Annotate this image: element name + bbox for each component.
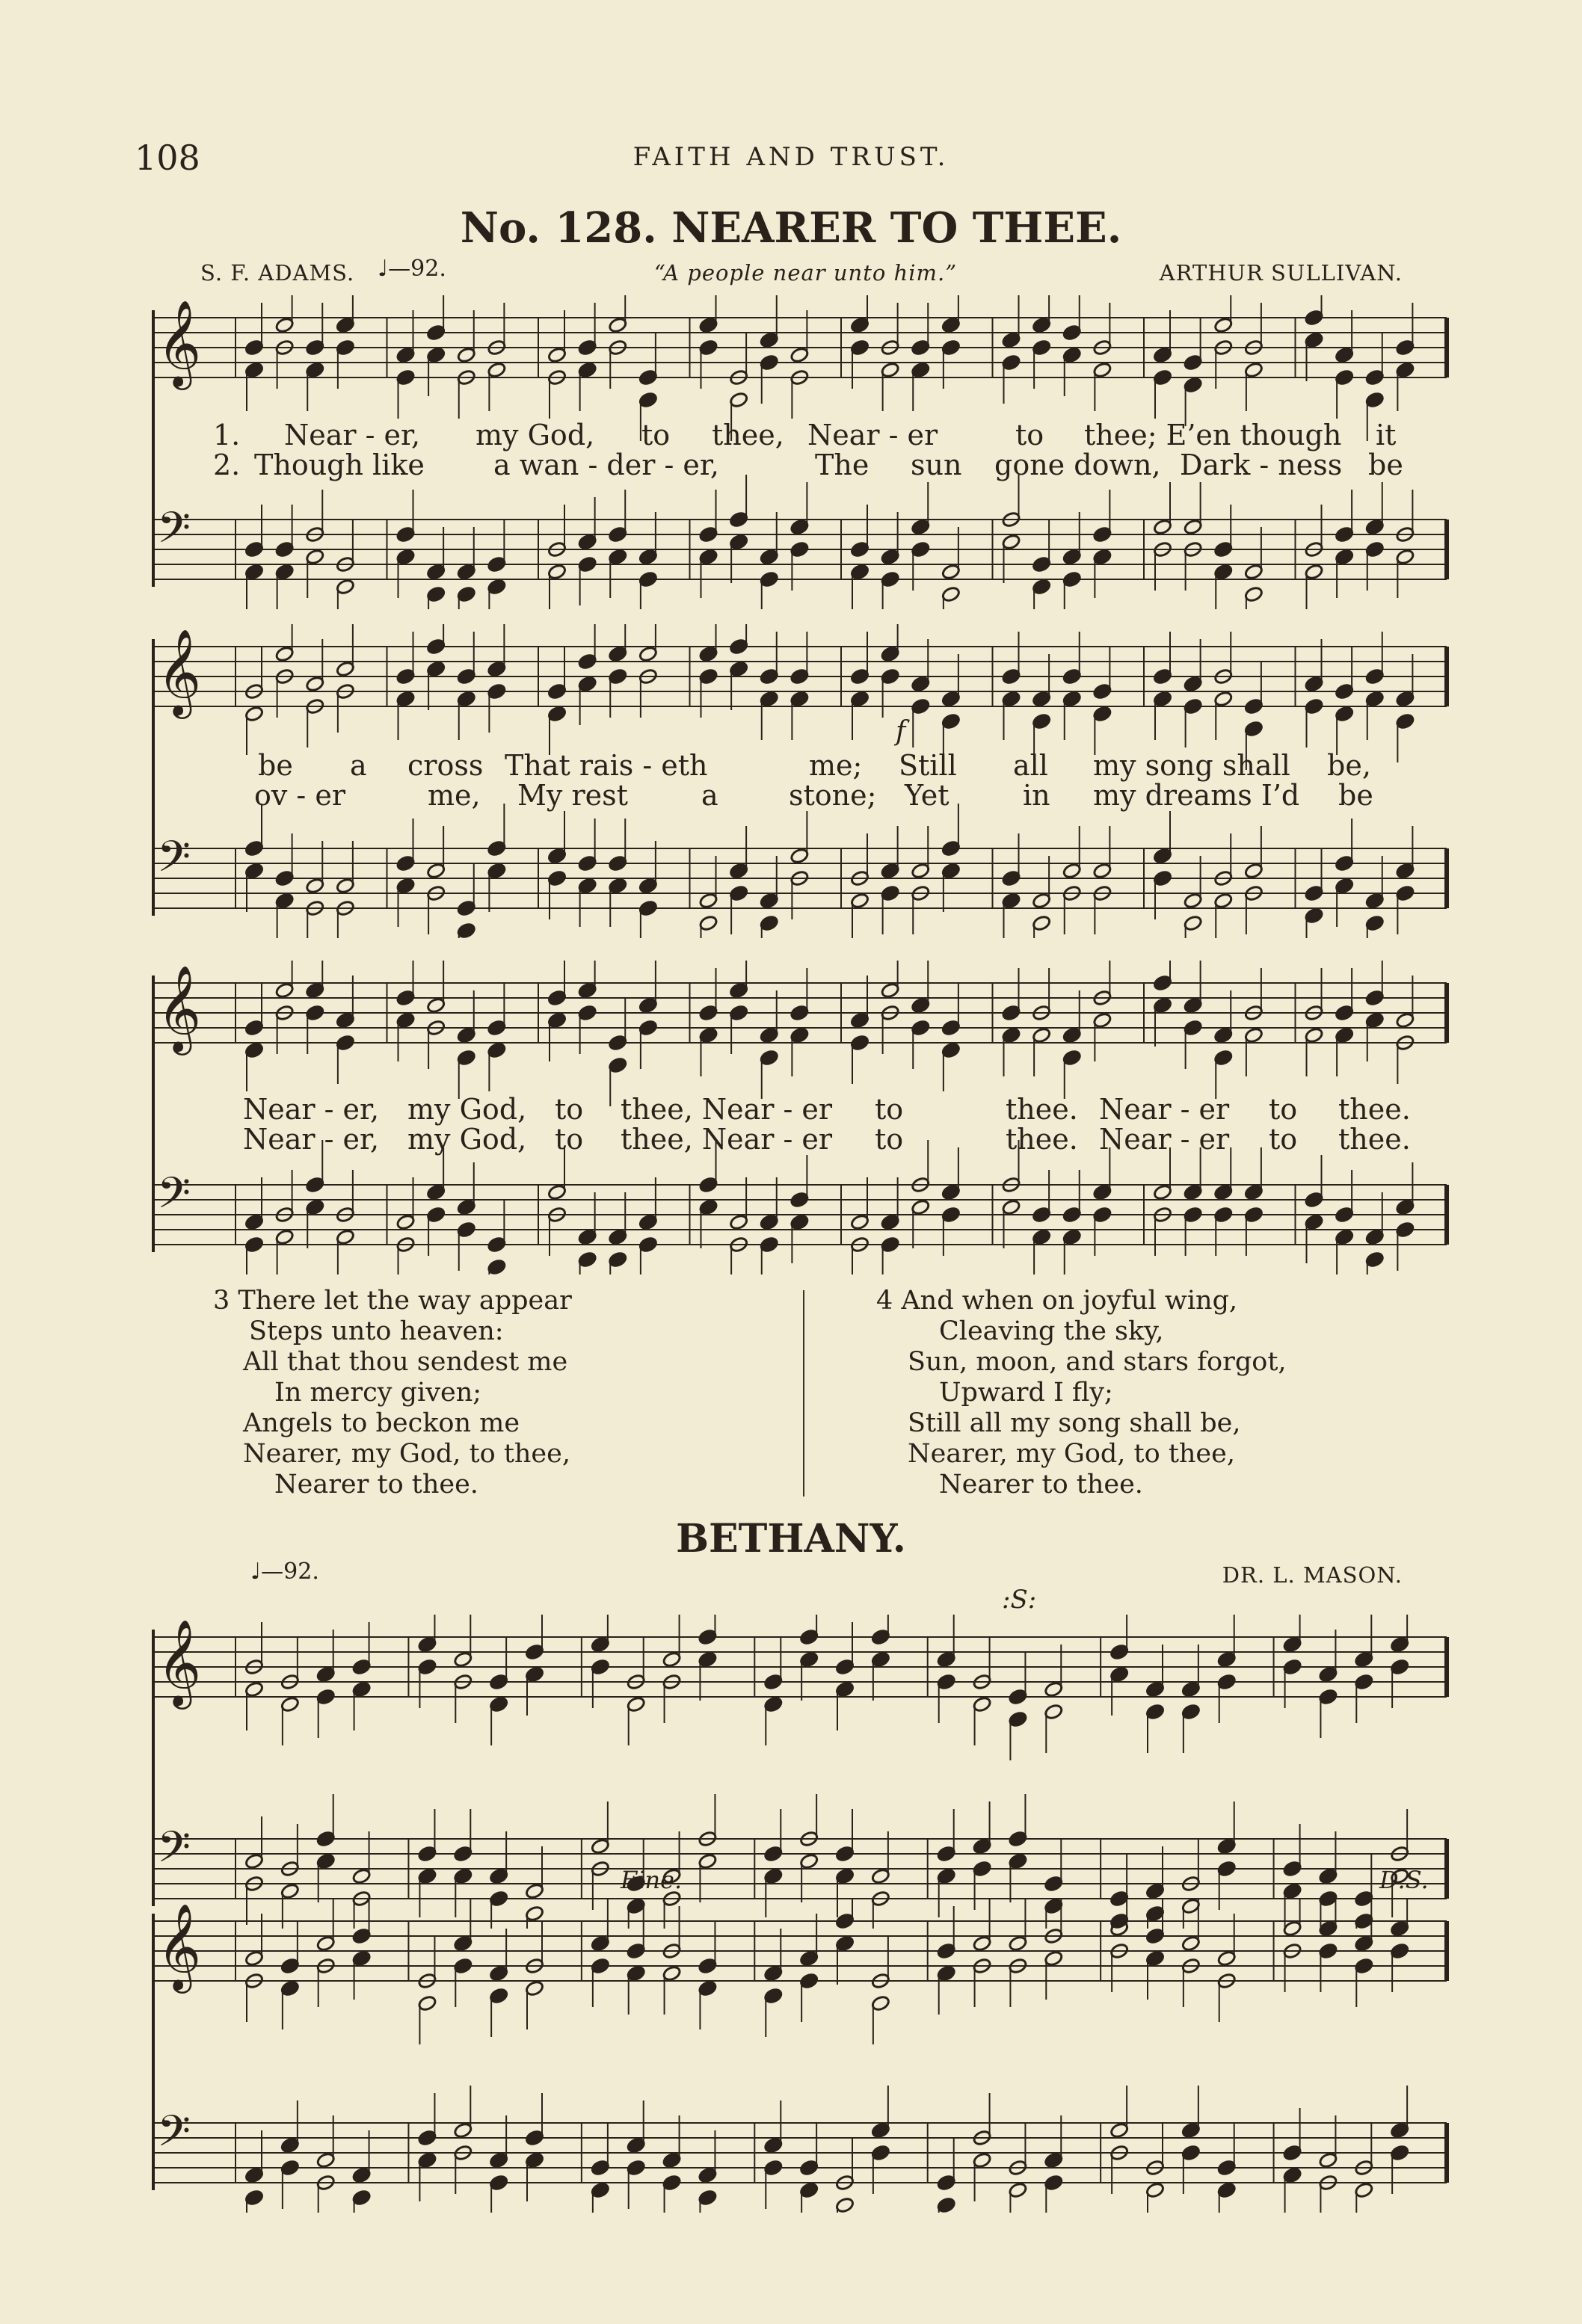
stanza-3: 3 There let the way appear Steps unto heaven: All that thou sendest me In mercy given; Angels to beckon me Nearer, my God, to thee, Nearer to thee.: [213, 1286, 572, 1499]
svg-text:𝄢: 𝄢: [157, 1822, 191, 1883]
svg-text:𝄢: 𝄢: [157, 831, 191, 893]
svg-text:𝄢: 𝄢: [157, 1168, 191, 1229]
lyricist-credit: S. F. ADAMS.: [200, 260, 355, 286]
hymn-2-tempo: ♩—92.: [250, 1559, 319, 1585]
hymn-2-title: BETHANY.: [676, 1516, 906, 1562]
stanza-4: 4 And when on joyful wing, Cleaving the sky, Sun, moon, and stars forgot, Upward I fly; Still all my song shall be, Nearer, my God, to thee, Nearer to thee.: [876, 1286, 1287, 1499]
svg-text:𝄢: 𝄢: [157, 502, 191, 564]
tempo-marking: ♩—92.: [378, 256, 446, 282]
hymn-2-composer: DR. L. MASON.: [1222, 1562, 1403, 1588]
svg-text:𝄞: 𝄞: [157, 299, 202, 386]
music-system-5: [0, 1899, 1582, 2213]
quarter-note-icon: ♩: [250, 1559, 262, 1585]
svg-text:𝄞: 𝄞: [157, 1902, 202, 1990]
epigraph: “A people near unto him.”: [654, 260, 958, 286]
stanza-divider: [803, 1290, 804, 1497]
dynamic-forte: f: [896, 716, 906, 747]
fine-marking: Fine.: [621, 1866, 683, 1894]
section-heading: FAITH AND TRUST.: [633, 142, 949, 172]
svg-text:𝄞: 𝄞: [157, 1618, 202, 1706]
quarter-note-icon: ♩: [378, 256, 389, 282]
segno-sign: :S:: [1002, 1585, 1037, 1615]
hymn-title: No. 128. NEARER TO THEE.: [460, 203, 1122, 253]
svg-text:𝄞: 𝄞: [157, 964, 202, 1052]
svg-text:𝄢: 𝄢: [157, 2106, 191, 2167]
page-number: 108: [135, 138, 200, 178]
composer-credit: ARTHUR SULLIVAN.: [1159, 260, 1403, 286]
svg-text:𝄞: 𝄞: [157, 628, 202, 715]
ds-marking: D.S.: [1379, 1866, 1429, 1894]
music-system-4: [0, 1615, 1582, 1929]
